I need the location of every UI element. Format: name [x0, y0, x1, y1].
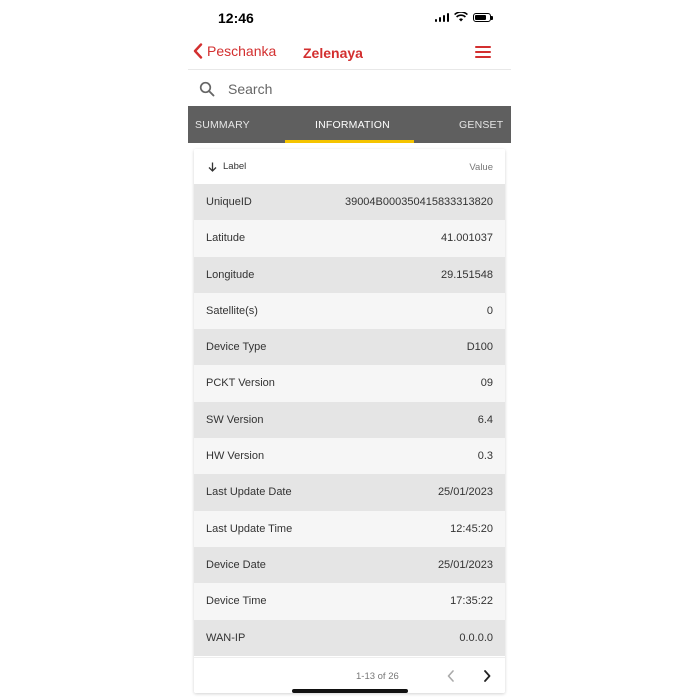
signal-icon	[435, 12, 450, 22]
table-row	[194, 220, 505, 256]
row-label: WAN-IP	[206, 631, 246, 644]
table-row	[194, 583, 505, 619]
search-icon	[199, 81, 215, 97]
tab-genset[interactable]: GENSET	[459, 119, 504, 131]
table-row	[194, 547, 505, 583]
label-column-header[interactable]	[208, 161, 246, 172]
table-row	[194, 438, 505, 474]
table-row	[194, 257, 505, 293]
table-row	[194, 402, 505, 438]
hamburger-menu-icon[interactable]	[475, 46, 491, 61]
row-value: 0.3	[477, 450, 493, 463]
row-value: 29.151548	[441, 268, 493, 281]
row-label: Last Update Time	[206, 522, 293, 535]
header-divider	[188, 69, 511, 70]
table-pagination	[194, 657, 505, 693]
table-row	[194, 184, 505, 220]
row-label: Device Type	[206, 341, 267, 354]
row-value: D100	[466, 341, 493, 354]
home-indicator	[292, 689, 408, 693]
table-row	[194, 511, 505, 547]
table-header	[194, 149, 505, 184]
table-row	[194, 474, 505, 510]
phone-screen	[188, 0, 511, 700]
row-value: 41.001037	[441, 232, 493, 245]
row-label: UniqueID	[206, 196, 252, 208]
arrow-down-icon	[208, 162, 217, 172]
table-row	[194, 620, 505, 656]
row-value: 12:45:20	[450, 522, 493, 535]
chevron-right-icon[interactable]	[483, 670, 491, 682]
table-row	[194, 365, 505, 401]
search-bar	[188, 72, 511, 106]
nav-header	[188, 36, 511, 68]
row-label: HW Version	[206, 450, 265, 463]
back-button[interactable]	[193, 43, 276, 59]
chevron-left-icon	[193, 43, 203, 59]
tab-bar	[188, 106, 511, 143]
row-value: 0	[486, 304, 493, 317]
row-value: 25/01/2023	[437, 486, 493, 499]
battery-icon	[473, 13, 491, 22]
tab-summary[interactable]: SUMMARY	[195, 119, 250, 131]
row-label: PCKT Version	[206, 377, 275, 390]
row-label: Longitude	[206, 268, 255, 281]
value-column-header[interactable]: Value	[469, 162, 493, 173]
row-label: Latitude	[206, 232, 246, 245]
row-value: 6.4	[477, 413, 493, 426]
row-value: 09	[480, 377, 493, 390]
table-row	[194, 329, 505, 365]
information-table	[194, 149, 505, 693]
tab-information[interactable]: INFORMATION	[315, 119, 390, 131]
row-label: SW Version	[206, 413, 264, 426]
table-row	[194, 293, 505, 329]
label-column-title: Label	[223, 161, 247, 172]
pagination-range: 1-13 of 26	[356, 671, 399, 682]
row-label: Device Time	[206, 595, 267, 608]
table-body	[194, 184, 505, 656]
row-label: Device Date	[206, 558, 266, 571]
row-value: 39004B000350415833313820	[344, 196, 493, 208]
row-label: Satellite(s)	[206, 304, 258, 317]
page-title: Zelenaya	[303, 45, 363, 61]
row-value: 17:35:22	[450, 595, 493, 608]
active-tab-indicator	[285, 140, 414, 143]
row-value: 0.0.0.0	[459, 631, 493, 644]
wifi-icon	[454, 12, 468, 22]
status-icons	[435, 12, 492, 22]
back-label: Peschanka	[207, 43, 277, 59]
row-value: 25/01/2023	[437, 558, 493, 571]
status-time: 12:46	[218, 10, 254, 26]
row-label: Last Update Date	[206, 486, 292, 499]
search-input[interactable]	[228, 77, 488, 101]
chevron-left-icon[interactable]	[447, 670, 455, 682]
